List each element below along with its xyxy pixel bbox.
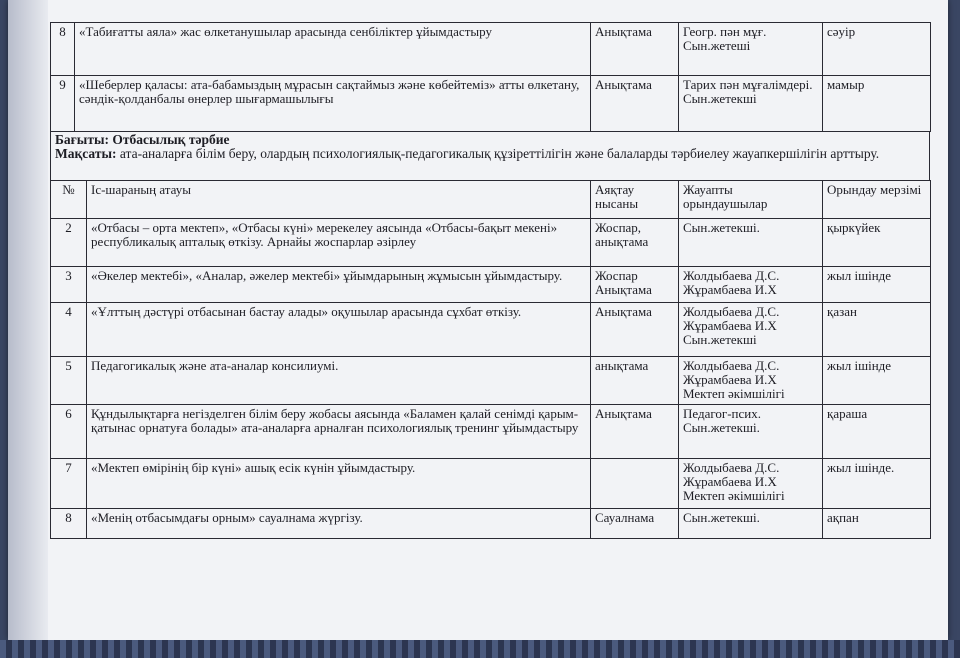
form-cell: анықтама bbox=[591, 357, 679, 405]
form-cell: Сауалнама bbox=[591, 509, 679, 539]
row-number: 7 bbox=[51, 459, 87, 509]
section-heading bbox=[50, 131, 930, 180]
header-form: Аяқтау нысаны bbox=[591, 181, 679, 219]
date-cell: мамыр bbox=[823, 76, 931, 132]
row-number: 9 bbox=[51, 76, 75, 132]
table-row bbox=[51, 23, 931, 76]
date-cell: жыл ішінде. bbox=[823, 459, 931, 509]
header-responsible: Жауапты орындаушылар bbox=[679, 181, 823, 219]
form-cell bbox=[591, 459, 679, 509]
header-activity: Іс-шараның атауы bbox=[87, 181, 591, 219]
date-cell: жыл ішінде bbox=[823, 357, 931, 405]
table-row bbox=[51, 509, 931, 539]
row-number: 4 bbox=[51, 303, 87, 357]
date-cell: қыркүйек bbox=[823, 219, 931, 267]
header-number: № bbox=[51, 181, 87, 219]
responsible-cell: Сын.жетекші. bbox=[679, 509, 823, 539]
activity-cell: «Мектеп өмірінің бір күні» ашық есік күнін ұйымдастыру. bbox=[87, 459, 591, 509]
activity-cell: «Әкелер мектебі», «Аналар, әжелер мектебі» ұйымдарының жұмысын ұйымдастыру. bbox=[87, 267, 591, 303]
activity-cell: Педагогикалық және ата-аналар консилиумі. bbox=[87, 357, 591, 405]
goal-label: Мақсаты: bbox=[55, 146, 117, 161]
responsible-cell: Жолдыбаева Д.С. Жұрамбаева И.Х Сын.жетекші bbox=[679, 303, 823, 357]
activity-cell: Құндылықтарға негізделген білім беру жобасы аясында «Баламен қалай сенімді қарым-қатынас орнатуға болады» ата-аналарға арналған психологиялық тренинг ұйымдастыру bbox=[87, 405, 591, 459]
responsible-cell: Педагог-псих. Сын.жетекші. bbox=[679, 405, 823, 459]
responsible-cell: Жолдыбаева Д.С. Жұрамбаева И.Х bbox=[679, 267, 823, 303]
goal-value: ата-аналарға білім беру, олардың психологиялық-педагогикалық құзіреттілігін және балаларды тәрбиелеу жауапкершілігін арттыру. bbox=[119, 146, 880, 161]
date-cell: қараша bbox=[823, 405, 931, 459]
form-cell: Анықтама bbox=[591, 23, 679, 76]
responsible-cell: Жолдыбаева Д.С. Жұрамбаева И.Х Мектеп әкімшілігі bbox=[679, 459, 823, 509]
row-number: 8 bbox=[51, 509, 87, 539]
activity-cell: «Отбасы – орта мектеп», «Отбасы күні» мерекелеу аясында «Отбасы-бақыт мекені» республикалық апталық өткізу. Арнайы жоспарлар әзірлеу bbox=[87, 219, 591, 267]
top-table bbox=[50, 22, 931, 132]
header-row bbox=[51, 181, 931, 219]
responsible-cell: Геогр. пән мұғ. Сын.жетеші bbox=[679, 23, 823, 76]
table-row bbox=[51, 267, 931, 303]
row-number: 8 bbox=[51, 23, 75, 76]
date-cell: сәуір bbox=[823, 23, 931, 76]
table-row bbox=[51, 459, 931, 509]
form-cell: Анықтама bbox=[591, 303, 679, 357]
table-row bbox=[51, 219, 931, 267]
responsible-cell: Сын.жетекші. bbox=[679, 219, 823, 267]
goal-line bbox=[55, 147, 925, 161]
date-cell: жыл ішінде bbox=[823, 267, 931, 303]
direction-value: Отбасылық тәрбие bbox=[112, 132, 230, 147]
row-number: 2 bbox=[51, 219, 87, 267]
form-cell: Жоспар, анықтама bbox=[591, 219, 679, 267]
page-shadow bbox=[8, 0, 48, 640]
date-cell: ақпан bbox=[823, 509, 931, 539]
date-cell: қазан bbox=[823, 303, 931, 357]
row-number: 5 bbox=[51, 357, 87, 405]
row-number: 3 bbox=[51, 267, 87, 303]
binding-strip bbox=[0, 640, 960, 658]
form-cell: Анықтама bbox=[591, 405, 679, 459]
activity-cell: «Ұлттың дәстүрі отбасынан бастау алады» оқушылар арасында сұхбат өткізу. bbox=[87, 303, 591, 357]
activity-cell: «Менің отбасымдағы орным» сауалнама жүргізу. bbox=[87, 509, 591, 539]
form-cell: Анықтама bbox=[591, 76, 679, 132]
form-cell: Жоспар Анықтама bbox=[591, 267, 679, 303]
table-row bbox=[51, 357, 931, 405]
row-number: 6 bbox=[51, 405, 87, 459]
table-row bbox=[51, 303, 931, 357]
direction-label: Бағыты: bbox=[55, 132, 110, 147]
header-date: Орындау мерзімі bbox=[823, 181, 931, 219]
responsible-cell: Жолдыбаева Д.С. Жұрамбаева И.Х Мектеп әкімшілігі bbox=[679, 357, 823, 405]
responsible-cell: Тарих пән мұғалімдері. Сын.жетекші bbox=[679, 76, 823, 132]
direction-line bbox=[55, 133, 925, 147]
table-row bbox=[51, 76, 931, 132]
activity-cell: «Табиғатты аяла» жас өлкетанушылар арасында сенбіліктер ұйымдастыру bbox=[75, 23, 591, 76]
family-education-table bbox=[50, 180, 931, 539]
table-row bbox=[51, 405, 931, 459]
activity-cell: «Шеберлер қаласы: ата-бабамыздың мұрасын сақтаймыз және көбейтеміз» атты өлкетану, сәндік-қолданбалы өнерлер шығармашылығы bbox=[75, 76, 591, 132]
